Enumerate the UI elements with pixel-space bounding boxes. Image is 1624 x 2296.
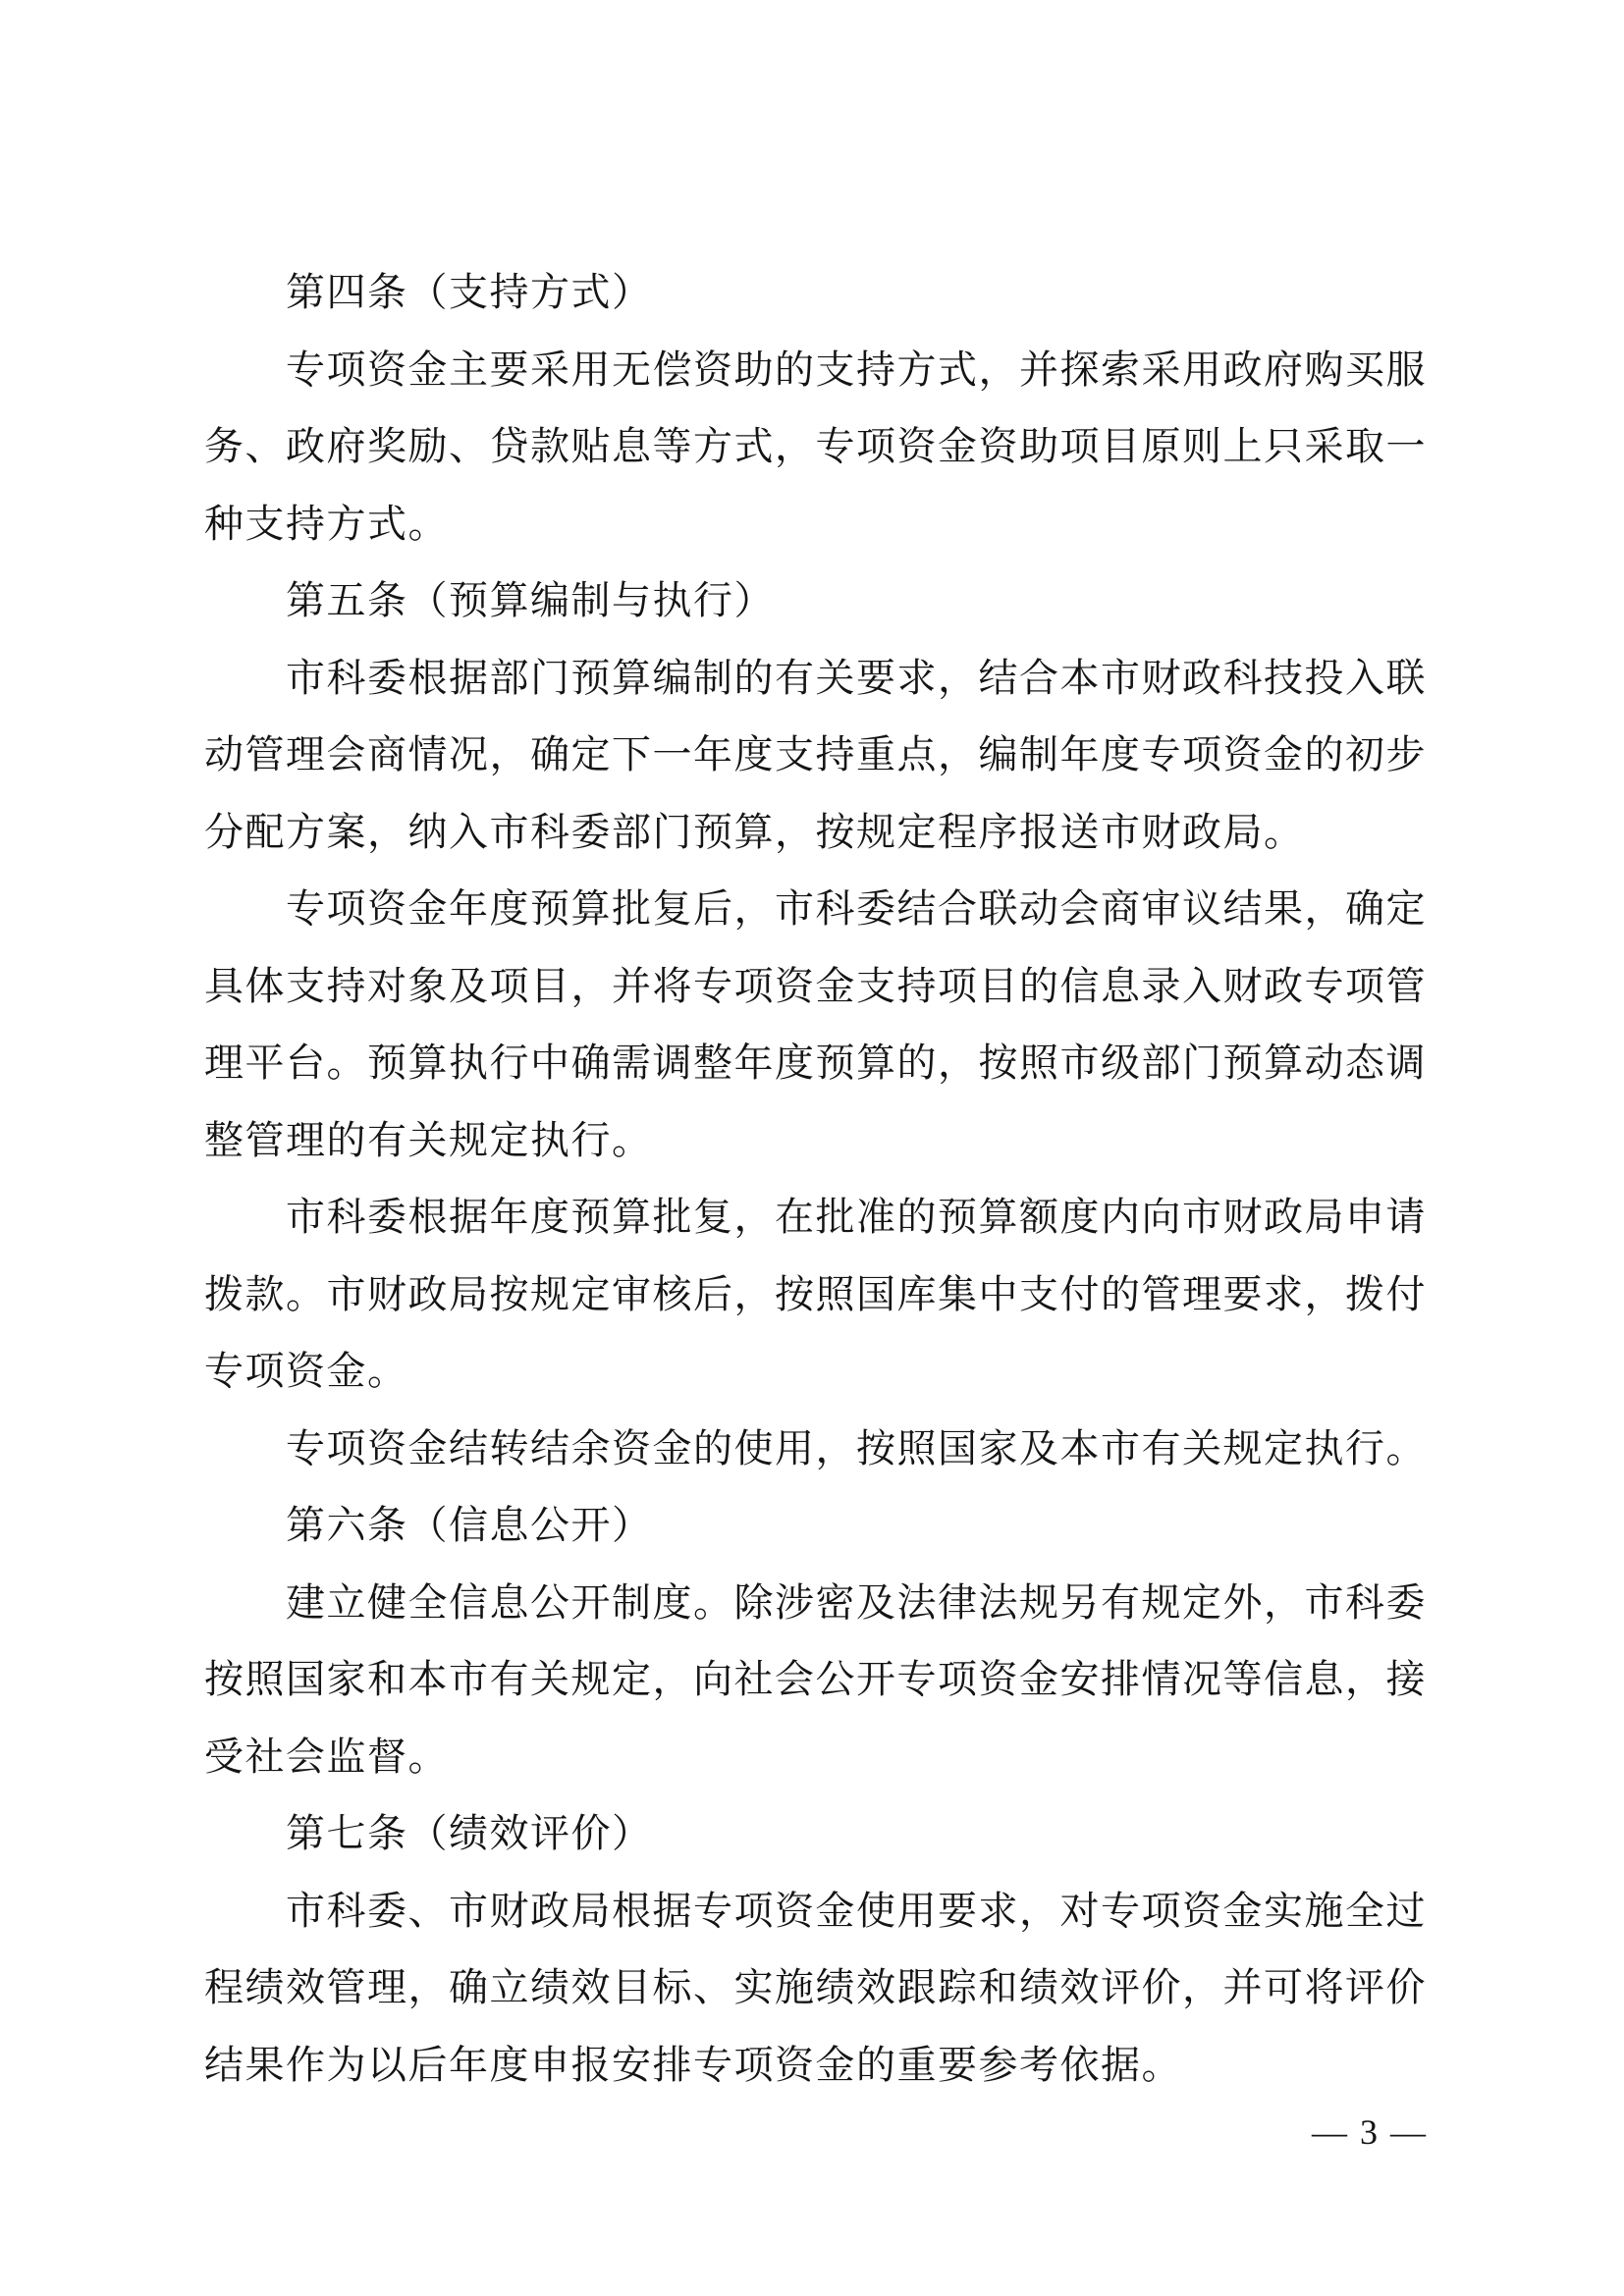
article-heading-5: 第五条（预算编制与执行）: [286, 578, 775, 622]
text-line: 建立健全信息公开制度。除涉密及法律法规另有规定外，市科委: [286, 1579, 1427, 1625]
text-line: 整管理的有关规定执行。: [204, 1117, 653, 1162]
text-line: 市科委根据部门预算编制的有关要求，结合本市财政科技投入联: [286, 655, 1427, 700]
document-body: [204, 254, 1432, 2104]
text-line: 分配方案，纳入市科委部门预算，按规定程序报送市财政局。: [204, 809, 1305, 854]
text-line: 具体支持对象及项目，并将专项资金支持项目的信息录入财政专项管: [204, 963, 1427, 1008]
text-line: 按照国家和本市有关规定，向社会公开专项资金安排情况等信息，接: [204, 1657, 1427, 1701]
article-heading-4: 第四条（支持方式）: [286, 270, 653, 314]
article-heading-7: 第七条（绩效评价）: [286, 1811, 653, 1855]
text-line: 拨款。市财政局按规定审核后，按照国库集中支付的管理要求，拨付: [204, 1271, 1427, 1316]
text-line: 专项资金结转结余资金的使用，按照国家及本市有关规定执行。: [286, 1425, 1427, 1470]
text-line: 动管理会商情况，确定下一年度支持重点，编制年度专项资金的初步: [204, 732, 1427, 776]
page-number: — 3 —: [1312, 2112, 1428, 2152]
article-heading-6: 第六条（信息公开）: [286, 1503, 653, 1547]
text-line: 专项资金。: [204, 1349, 408, 1393]
text-line: 专项资金年度预算批复后，市科委结合联动会商审议结果，确定: [286, 886, 1427, 931]
text-line: 市科委根据年度预算批复，在批准的预算额度内向市财政局申请: [286, 1195, 1427, 1239]
text-line: 结果作为以后年度申报安排专项资金的重要参考依据。: [204, 2042, 1182, 2087]
text-line: 市科委、市财政局根据专项资金使用要求，对专项资金实施全过: [286, 1888, 1427, 1933]
text-line: 务、政府奖励、贷款贴息等方式，专项资金资助项目原则上只采取一: [204, 424, 1427, 468]
text-line: 种支持方式。: [204, 501, 449, 546]
text-line: 专项资金主要采用无偿资助的支持方式，并探索采用政府购买服: [286, 347, 1427, 392]
text-line: 受社会监督。: [204, 1734, 449, 1779]
text-line: 程绩效管理，确立绩效目标、实施绩效跟踪和绩效评价，并可将评价: [204, 1965, 1427, 2009]
text-line: 理平台。预算执行中确需调整年度预算的，按照市级部门预算动态调: [204, 1041, 1427, 1085]
